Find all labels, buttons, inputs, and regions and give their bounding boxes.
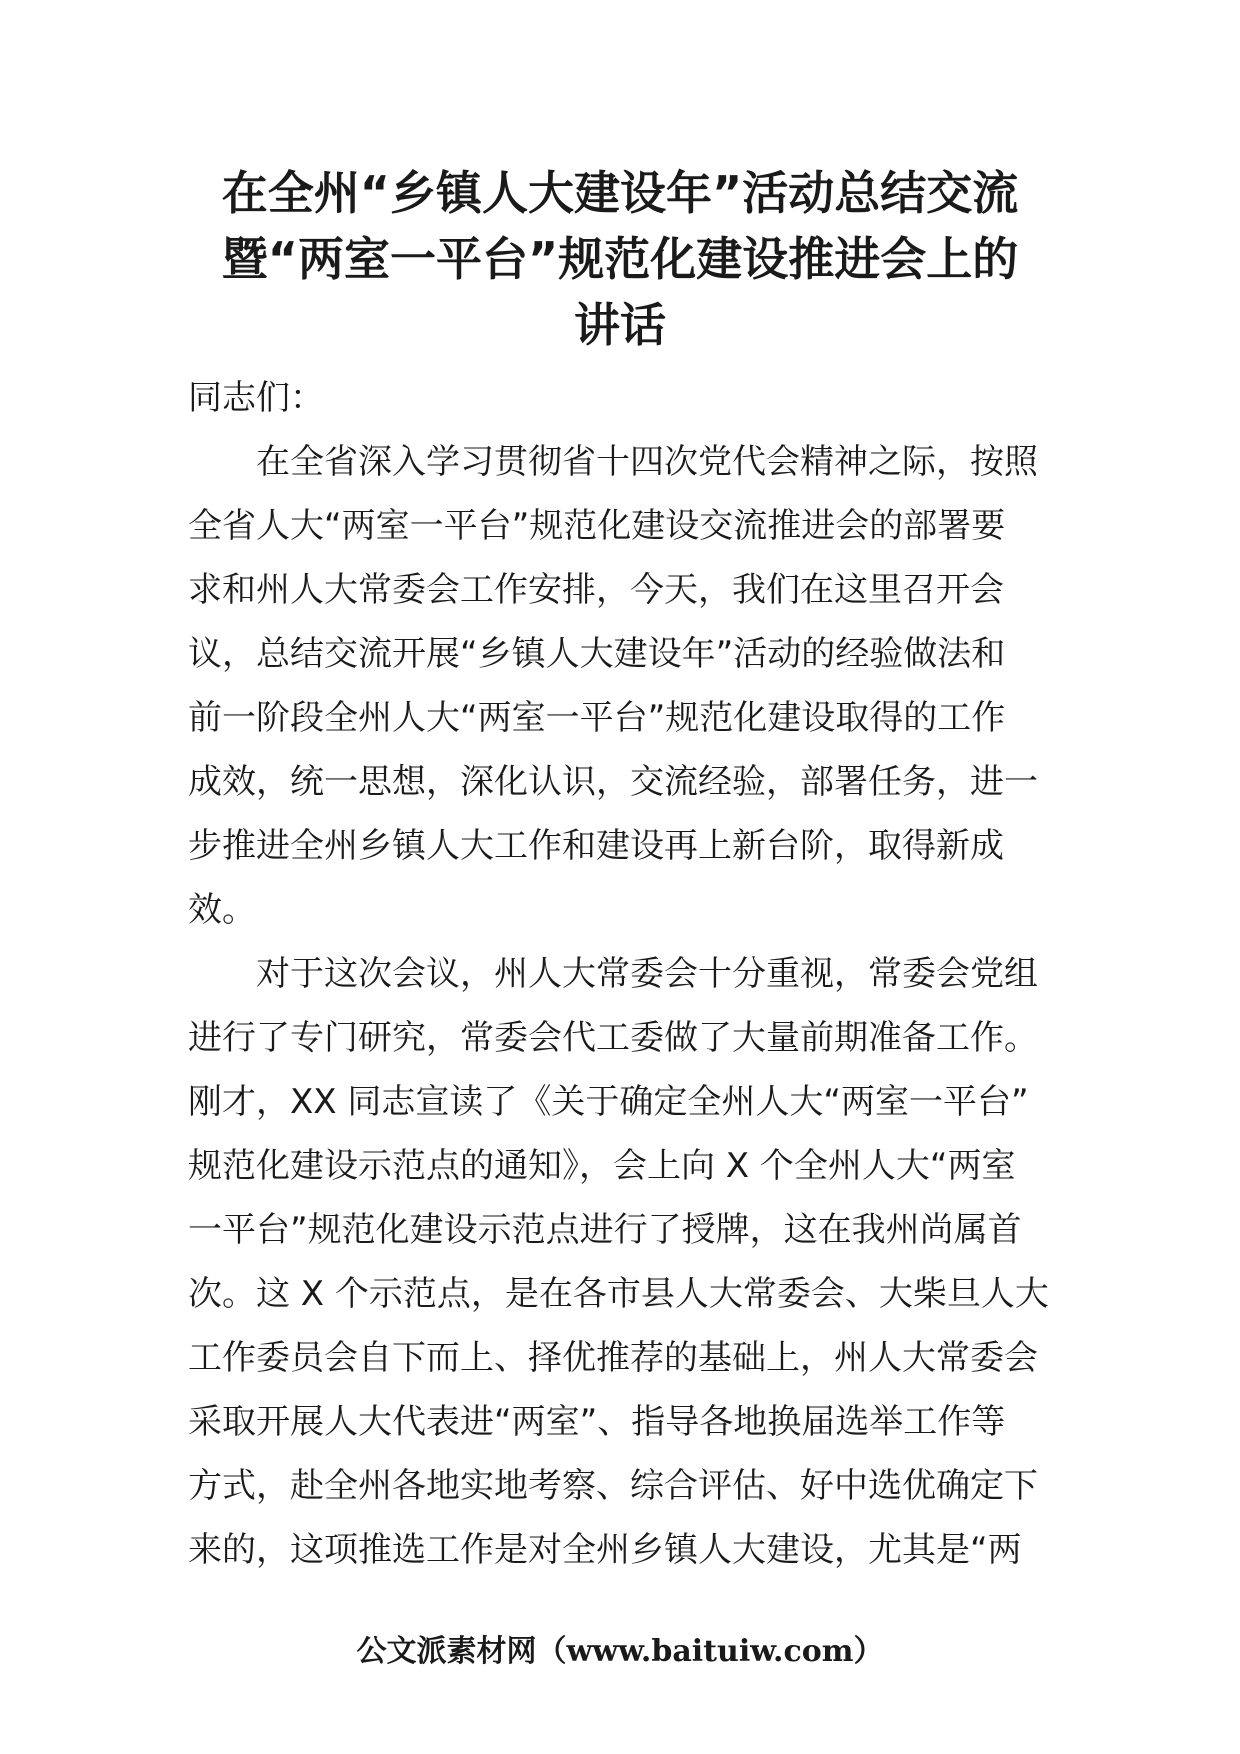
body-line-9: 对于这次会议，州人大常委会十分重视，常委会党组: [256, 954, 1038, 994]
title-line-2: 暨“两室一平台”规范化建设推进会上的: [221, 232, 1019, 286]
body-line-1: 在全省深入学习贯彻省十四次党代会精神之际，按照: [256, 442, 1038, 482]
document-title: [180, 160, 1060, 358]
salutation: 同志们：: [188, 378, 324, 418]
body-line-6: 成效，统一思想，深化认识，交流经验，部署任务，进一: [188, 762, 1038, 802]
title-line-1: 在全州“乡镇人大建设年”活动总结交流: [221, 166, 1019, 220]
body-line-7: 步推进全州乡镇人大工作和建设再上新台阶，取得新成: [188, 826, 1004, 866]
body-line-12: 规范化建设示范点的通知》，会上向 X 个全州人大“两室: [188, 1146, 1016, 1186]
body-line-11: 刚才，XX 同志宣读了《关于确定全州人大“两室一平台”: [188, 1082, 1029, 1122]
body-line-2: 全省人大“两室一平台”规范化建设交流推进会的部署要: [188, 506, 1006, 546]
footer-watermark: 公文派素材网（www.baituiw.com）: [356, 1634, 884, 1669]
body-line-10: 进行了专门研究，常委会代工委做了大量前期准备工作。: [188, 1018, 1038, 1058]
body-line-13: 一平台”规范化建设示范点进行了授牌，这在我州尚属首: [188, 1210, 1022, 1250]
body-line-3: 求和州人大常委会工作安排，今天，我们在这里召开会: [188, 570, 1004, 610]
body-line-4: 议，总结交流开展“乡镇人大建设年”活动的经验做法和: [188, 634, 1006, 674]
body-line-8: 效。: [188, 890, 256, 930]
body-line-17: 方式，赴全州各地实地考察、综合评估、好中选优确定下: [188, 1466, 1038, 1506]
body-line-18: 来的，这项推选工作是对全州乡镇人大建设，尤其是“两: [188, 1530, 1022, 1570]
body-line-16: 采取开展人大代表进“两室”、指导各地换届选举工作等: [188, 1402, 1006, 1442]
document-body: [188, 366, 1054, 1582]
body-line-15: 工作委员会自下而上、择优推荐的基础上，州人大常委会: [188, 1338, 1038, 1378]
title-line-3: 讲话: [574, 298, 666, 352]
body-line-5: 前一阶段全州人大“两室一平台”规范化建设取得的工作: [188, 698, 1006, 738]
body-line-14: 次。这 X 个示范点，是在各市县人大常委会、大柴旦人大: [188, 1274, 1049, 1314]
